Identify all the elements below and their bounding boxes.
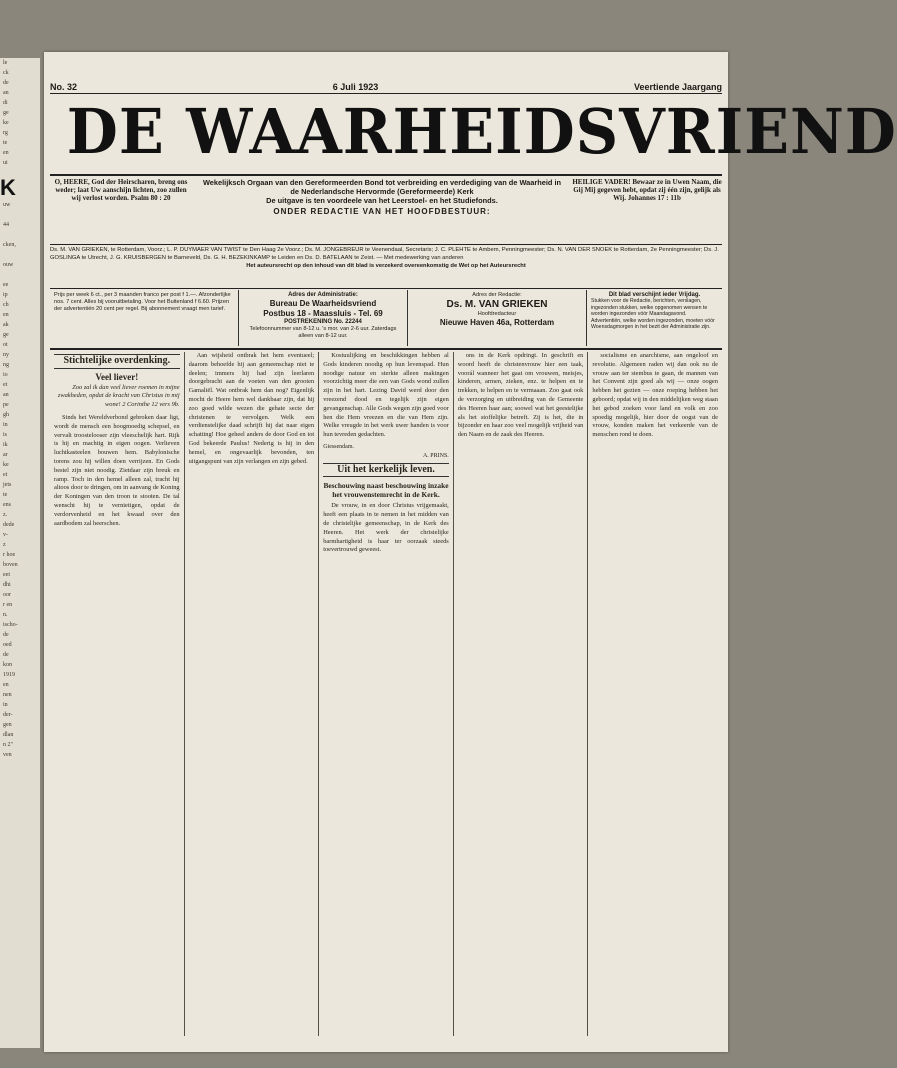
redaction-name: Ds. M. VAN GRIEKEN — [446, 299, 548, 310]
copyright-line: Het auteursrecht op den inhoud van dit blad is verzekerd overeenkomstig de Wet op het Auteursrecht — [246, 263, 526, 269]
admin-block — [50, 290, 722, 346]
issue-line — [50, 82, 722, 92]
redaction-role: Hoofdredacteur — [477, 311, 517, 317]
publication-title: Dit blad verschijnt ieder Vrijdag. — [608, 292, 701, 298]
left-quote: O, HEERE, God der Heirscharen, breng ons weder; laat Uw aanschijn lichten, zoo zullen wij verlost worden. Psalm 80 : 20 — [54, 178, 188, 202]
subtitle-block — [192, 178, 572, 244]
issue-date: 6 Juli 1923 — [332, 82, 379, 92]
admin-rule — [50, 288, 722, 289]
issue-number: No. 32 — [50, 82, 78, 92]
redaction-title: Adres der Redactie: — [472, 292, 522, 298]
staff-rule — [50, 244, 722, 245]
admin-giro: POSTREKENING No. 22244 — [284, 319, 362, 325]
admin-address: Postbus 18 - Maassluis - Tel. 69 — [263, 309, 383, 318]
column-3 — [319, 352, 454, 1036]
article-columns — [50, 352, 722, 1036]
column-4-text: ons in de Kerk opdringt. In geschrift en woord heeft de christenvrouw hier een taak, voorál wanneer het gaat om vrouwen, meisjes, kinderen, armen, zieken, enz. te helpen en te trekken, te helpen en te vermaaan. Zoo gaat ook de verzorging en uitbreiding van de Gemeente des Heeren haar aan; soowel wat het geestelijke als het stoffelijke betreft. Zij is het, die in bijzonder en haar zoo veel mogelijk vrijheid van den Naam en de zaak des Heeren. — [457, 352, 584, 439]
masthead-rule — [50, 174, 722, 176]
staff-line: Ds. M. VAN GRIEKEN, te Rotterdam, Voorz.; L. P. DUYMAER VAN TWIST te Den Haag 2e Voorz.; Ds. M. JONGEBREUR te Veenendaal, Secretaris; J. C. PLEHTE te Ambem, Penningmeester; Ds. N. VAN DER SNOEK te Rotterdam, 2e Penningmeester; Ds. J. GOSLINGA te Utrecht, J. G. KRUISBERGEN te Barneveld, Ds. G. H. BEZEKINKAMP te Leiden en Ds. D. BATELAAN te Zeist. — Met medewerking van anderen — [50, 247, 719, 261]
redaction-address: Nieuwe Haven 46a, Rotterdam — [439, 318, 555, 327]
column-5 — [588, 352, 722, 1036]
admin-name: Bureau De Waarheidsvriend — [269, 299, 377, 308]
subscription-info: Prijs per week 6 ct., per 3 maanden franco per post f 1.—. Afzonderlijke nos. 7 cent. Alles bij vooruitbetaling. Voor het Buitenland f 6.60. Prijzen der advertentiën 20 cent per regel. Bij abonnement vraagt men tarief. — [50, 290, 239, 346]
column-5-text: socialisme en anarchisme, aan ongeloof en revolutie. Algemeen raden wij dan ook nu de vrouw aan ter stembus te gaan, de mannen van het Convent zijn goed als wij — onze oogen hebben het gezien — onze roeping hebben het geboord; opdat wij in den middelijken weg staan het gebod zoeken voor land en volk en zoo spoedig mogelijk, hier door de oogst van de vrouw, konden maken het verkeerde van de menschen rond te doen. — [592, 352, 718, 439]
columns-rule — [50, 348, 722, 350]
admin-hours: Telefoonnummer van 8-12 u. 's mor. van 2-6 uur. Zaterdags alleen van 8-12 uur. — [249, 326, 397, 339]
column-3-text-b: De vrouw, in en door Christus vrijgemaakt, heeft een plaats in te nemen in het midden van de christelijke gemeenschap, in de Kerk des Heeren. Het werk der christelijke barmhartigheid is haar ter oorzaak steeds toevertrouwd geweest. — [323, 502, 449, 554]
article-subtitle: Veel liever! — [95, 371, 139, 382]
column-1 — [50, 352, 185, 1036]
column-3-signature: A. PRINS. — [422, 452, 449, 459]
article-verse: Zoo zal ik dan veel liever roemen in mijne zwakheden, opdat de kracht van Christus in mij wone! 2 Corinthe 12 vers 9b. — [57, 383, 180, 409]
issue-volume: Veertiende Jaargang — [633, 82, 722, 92]
column-3-location: Giessendam. — [323, 443, 355, 450]
column-2-text: Aan wijsheid ontbrak het hem eventueel; daarom behoefde hij aan gemeenschap niet te deelen; immers hij had zijn leerlaren doorgebracht aan de voeten van den grooten Gamaliël. Wat ontbrak hem dan nog? Eigenlijk mocht de Heere hem wel dankbaar zijn, dat hij zoo goed wilde wezen die gehate secte der christenen te vervolgen. Welk een verdienstelijke daad schrijft hij dat naar eigen schatting! Hoe geheel anders de door God en tot God bekeerde Paulus! Nederig is hij in den hemel, en ongevaarlijk bevonden, ten uitgangspunt van zijn verlangen en zijn gebed. — [188, 352, 315, 465]
right-quote: HEILIGE VADER! Bewaar ze in Uwen Naam, die Gij Mij gegeven hebt, opdat zij één zijn, gelijk als Wij. Johannes 17 : 11b — [572, 178, 722, 202]
staff-block — [50, 246, 722, 270]
section-subtitle-church: Beschouwing naast beschouwing inzake het vrouwenstemrecht in de Kerk. — [323, 481, 449, 500]
administration-address — [239, 290, 408, 346]
subtitle: Wekelijksch Orgaan van den Gereformeerden Bond tot verbreiding en verdediging van de Waarheid in de Nederlandsche Hervormde (Gereformeerde) Kerk — [202, 178, 562, 196]
column-3-text: Kostuulijking en beschikkingen hebben al Gods kinderen noodig op hun levenspad. Hun noodige natuur en sterkte alleen makingen voorzichtig meer die een van Gods wond zullen zijn in het hart. Lezing David werd door den vreezend dood en tegelijk zijn eigen gevangenschap. Alle Gods wegen zijn goed voor hen die Hem vreezen en die van Hem zijn. Welke vreugde in het werk uwer handen is voor hun tevreden gedachten. — [323, 352, 449, 439]
article-title: Stichtelijke overdenking. — [54, 354, 180, 369]
admin-title: Adres der Administratie: — [288, 292, 358, 298]
column-4 — [454, 352, 589, 1036]
editorial-address — [408, 290, 587, 346]
subtitle-2: De uitgave is ten voordeele van het Leerstoel- en het Studiefonds. — [266, 196, 498, 205]
column-1-text: Sinds het Wereldverbond gebroken daar ligt, wordt de mensch een hoogmoedig schepsel, en vervalt troostelooser zijn vleeschelijk hart. Rijk is hij en machtig in eigen oogen. Verlieven luchtkasteelen bouwen hem. Babylonische torens zou hij willen doen verrijzen. En Gods bestel zijn niet noodig. Zietdaar zijn breuk en ramp. Toch in den hemel alleen zal, tracht hij altoos door te dringen, om in aanvang de Koning der Koningen van den troon te stooten. De tal wenscht hij te vernietigen, opdat de verdorvenheid en het kwaad over den aardbodem zal heerschen. — [54, 413, 180, 527]
adjacent-page-letter: K — [0, 175, 16, 200]
newspaper-page — [44, 52, 897, 1052]
subtitle-row — [50, 178, 722, 244]
section-title-church: Uit het kerkelijk leven. — [323, 463, 449, 478]
publication-info — [587, 290, 722, 346]
publication-text: Stukken voor de Redactie, berichten, verslagen, ingezonden stukken, welke opgenomen wensen te worden ingezonden vóór Maandagavond. Advertentiën, welke worden ingezonden, moeten vóór Woensdagmorgen in het bezit der Administratie zijn. — [591, 298, 715, 331]
column-2 — [185, 352, 320, 1036]
editorial-board: ONDER REDACTIE VAN HET HOOFDBESTUUR: — [273, 207, 491, 216]
adjacent-page-strip: le ck de an di ge ke rg te en ui K uw 44 cken, ouw ee ip ch en ak ge ot ny ng io et an pe gh in is ik ar ke et jets te ens z. dede v- z r hoe boven eet dhi oor r en n. ischo- de oed de kon 1919 en nen in der- gen dlan n 2" ven — [0, 58, 40, 1048]
masthead-title: DE WAARHEIDSVRIEND — [66, 95, 897, 168]
